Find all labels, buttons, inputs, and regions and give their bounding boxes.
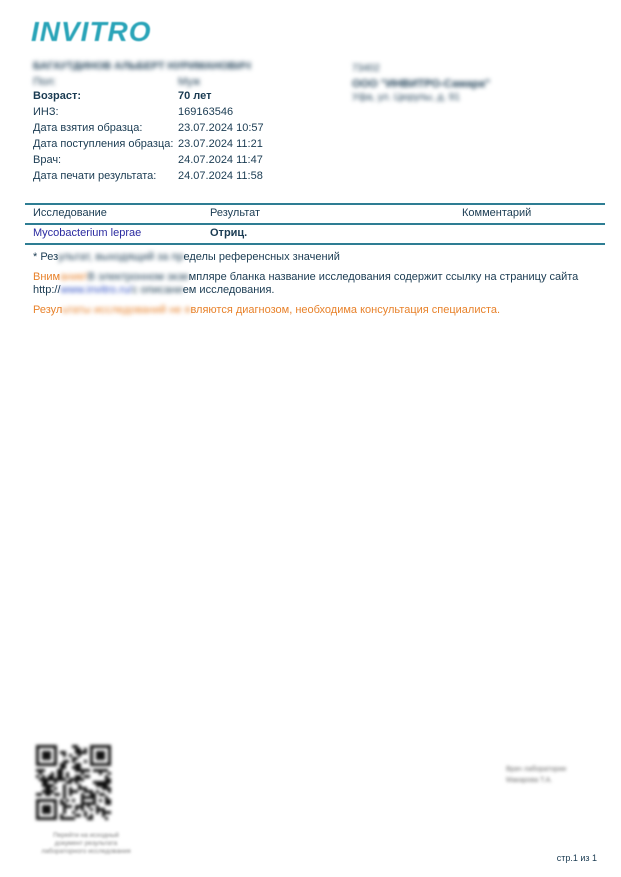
patient-name-text: БАГАУТДИНОВ АЛЬБЕРТ НУРИМАНОВИЧ: [33, 60, 251, 72]
attention-note-line1: [33, 271, 578, 283]
disclaimer-post: вляются диагнозом, необходима консультация специалиста.: [190, 304, 501, 316]
field-row-age: [33, 90, 363, 106]
field-row-sample-received: [33, 138, 363, 154]
attention-pre: Вним: [33, 271, 61, 283]
reference-note-pre: * Рез: [33, 251, 59, 263]
field-row-doctor: [33, 154, 363, 170]
doctor-label: Врач:: [33, 154, 62, 166]
age-label: Возраст:: [33, 90, 81, 102]
disclaimer-blur: ьтаты исследований не я: [62, 304, 191, 316]
header-test: Исследование: [33, 207, 107, 219]
inz-value: 169163546: [178, 106, 234, 118]
sample-received-value: 23.07.2024 11:21: [178, 138, 263, 150]
header-comment: Комментарий: [462, 207, 532, 219]
signature-role: Врач лаборатории: [506, 766, 567, 773]
test-name-link[interactable]: Mycobacterium leprae: [33, 227, 142, 239]
url-tail-blur: с описани: [132, 284, 183, 296]
sample-taken-label: Дата взятия образца:: [33, 122, 143, 134]
print-date-label: Дата печати результата:: [33, 170, 157, 182]
clinic-code: 73402: [352, 63, 380, 74]
clinic-org-name: ООО "ИНВИТРО-Самара": [352, 77, 491, 90]
sample-received-label: Дата поступления образца:: [33, 138, 174, 150]
reference-note-post: еделы референсных значений: [183, 251, 340, 263]
table-border-bottom: [25, 243, 605, 245]
disclaimer-note: [33, 304, 500, 316]
inz-label: ИНЗ:: [33, 106, 59, 118]
field-row-print-date: [33, 170, 363, 186]
sample-taken-value: 23.07.2024 10:57: [178, 122, 264, 134]
url-tail: ем исследования.: [182, 284, 275, 296]
patient-sex-row: [33, 76, 333, 88]
patient-fields: [33, 90, 363, 186]
reference-note-blur: ультат, выходящий за пр: [58, 251, 184, 263]
qr-code: [36, 745, 114, 823]
signature-name: Макарова Т.А.: [506, 777, 553, 784]
qr-caption-line2: документ результата: [54, 840, 118, 847]
header-result: Результат: [210, 207, 261, 219]
sex-label: Пол:: [33, 76, 57, 88]
attention-post: мпляре бланка название исследования содержит ссылку на страницу сайта: [188, 271, 579, 283]
doctor-value: 24.07.2024 11:47: [178, 154, 263, 166]
reference-note: [33, 251, 340, 263]
page-number: стр.1 из 1: [556, 853, 597, 863]
invitro-logo: INVITRO: [31, 16, 152, 47]
qr-caption-line3: лабораторного исследования: [41, 848, 131, 855]
table-border-middle: [25, 223, 605, 225]
sex-value: Муж: [178, 76, 201, 88]
attention-note-line2: [33, 284, 274, 296]
qr-caption-line1: Перейти на исходный: [53, 832, 119, 839]
clinic-address: Уфа, ул. Цюрупы, д. 91: [352, 92, 460, 103]
attention-blur-orange: ание!: [60, 271, 88, 283]
attention-blur-navy: В электронном экзе: [87, 271, 189, 283]
patient-name: [33, 60, 251, 72]
invitro-url-link[interactable]: www.invitro.ru/: [60, 284, 133, 296]
qr-caption: [22, 832, 150, 856]
table-border-top: [25, 203, 605, 205]
disclaimer-pre: Резул: [33, 304, 63, 316]
age-value: 70 лет: [178, 90, 212, 102]
field-row-sample-taken: [33, 122, 363, 138]
test-result: Отриц.: [210, 227, 248, 239]
lab-signature: [506, 764, 566, 786]
print-date-value: 24.07.2024 11:58: [178, 170, 263, 182]
url-prefix: http://: [33, 284, 61, 296]
clinic-block: [352, 62, 490, 106]
field-row-inz: [33, 106, 363, 122]
